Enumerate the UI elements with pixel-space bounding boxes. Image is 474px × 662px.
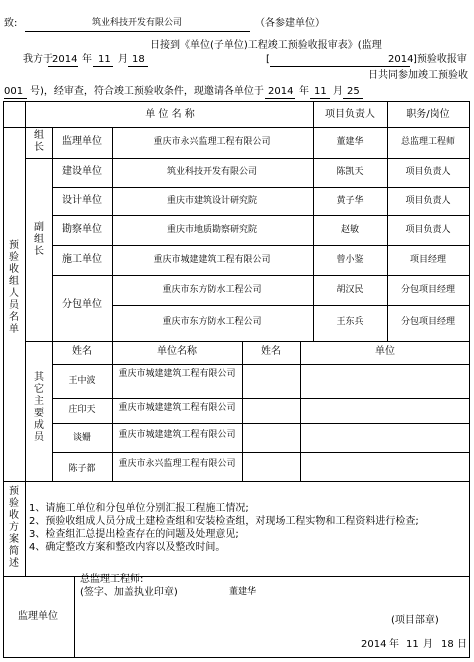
date-month: 11 (406, 639, 419, 650)
other-members-label: 其它主要成员 (34, 372, 44, 443)
person-name: 胡汉民 (336, 285, 364, 295)
person-name: 曾小鉴 (336, 255, 364, 265)
person-post: 项目负责人 (405, 196, 451, 206)
col-header-post: 职务/岗位 (406, 109, 450, 120)
unit-type: 监理单位 (62, 136, 102, 147)
date-year-label: 年 (389, 639, 399, 650)
other-unit: 重庆市城建建筑工程有限公司 (118, 403, 236, 413)
person-name: 董建华 (336, 137, 364, 147)
sign-label: (签字、加盖执业印章) (80, 587, 178, 598)
other-unit: 重庆市永兴监理工程有限公司 (118, 459, 236, 469)
insp-year: 2014 (268, 86, 294, 97)
supervisor-label: 监理单位 (18, 611, 58, 622)
unit-type: 施工单位 (62, 254, 102, 265)
plan-item: 3、检查组汇总提出检查存在的问题及处理意见; (29, 529, 239, 540)
section-label: 预验收组人员名单 (9, 240, 19, 335)
unit-name: 重庆市东方防水工程公司 (162, 317, 262, 327)
person-post: 总监理工程师 (400, 137, 456, 147)
recv-year-label: 年 (82, 54, 92, 65)
recv-year-line (48, 66, 78, 67)
unit-name: 重庆市建筑设计研究院 (166, 196, 258, 206)
recv-year: 2014 (52, 54, 78, 65)
chief-label: 总监理工程师: (80, 574, 144, 585)
col-header-leader: 项目负责人 (325, 109, 375, 120)
form-suffix: ]预验收报审 (413, 54, 467, 65)
person-post: 分包项目经理 (400, 317, 456, 327)
person-name: 陈凯天 (336, 167, 364, 177)
unit-name: 重庆市地质勘察研究院 (166, 225, 258, 235)
plan-item: 1、请施工单位和分包单位分别汇报工程施工情况; (29, 503, 249, 514)
inspection-right: 日共同参加竣工预验收 (368, 70, 468, 81)
person-name: 赵敏 (340, 225, 360, 235)
company-underline (25, 31, 250, 32)
recv-day: 18 (132, 54, 145, 65)
person-name: 王东兵 (336, 317, 364, 327)
date-year: 2014 (361, 639, 387, 650)
other-name: 谈姗 (72, 433, 92, 443)
insp-year-label: 年 (299, 86, 309, 97)
deputy-group-label: 副组长 (34, 222, 44, 257)
other-name: 陈子都 (68, 464, 96, 474)
plan-label: 预验收方案简述 (9, 486, 19, 569)
col-header-unit: 单 位 名 称 (145, 109, 195, 120)
other-header-unit2: 单位 (375, 346, 395, 357)
recv-month: 11 (98, 54, 111, 65)
form-number-line (270, 66, 410, 67)
insp-month-label: 月 (333, 86, 343, 97)
insp-year-line (265, 98, 295, 99)
seal-label: (项目部章) (391, 615, 439, 626)
other-header-name2: 姓名 (261, 346, 281, 357)
leader-group-label: 组长 (34, 130, 44, 153)
addressee-company: 筑业科技开发有限公司 (91, 18, 183, 28)
person-post: 项目经理 (409, 255, 447, 265)
other-unit: 重庆市城建建筑工程有限公司 (118, 369, 236, 379)
date-day: 18 (441, 639, 454, 650)
unit-type: 勘察单位 (62, 224, 102, 235)
unit-type: 建设单位 (62, 166, 102, 177)
other-header-name: 姓名 (72, 346, 92, 357)
insp-day: 25 (347, 86, 360, 97)
insp-month-line (310, 98, 330, 99)
date-day-label: 日 (457, 639, 467, 650)
chief-name: 董建华 (229, 587, 257, 597)
other-name: 王中波 (68, 376, 96, 386)
insp-month: 11 (314, 86, 327, 97)
unit-name: 重庆市永兴监理工程有限公司 (153, 137, 271, 147)
unit-type-subcontract: 分包单位 (62, 299, 102, 310)
intro-line2: 日接到《单位(子单位)工程竣工预验收报审表》(监理 (150, 40, 382, 51)
to-label: 致: (4, 18, 18, 29)
unit-type: 设计单位 (62, 195, 102, 206)
other-header-unit: 单位名称 (157, 346, 197, 357)
insp-day-line (343, 98, 363, 99)
other-unit: 重庆市城建建筑工程有限公司 (118, 430, 236, 440)
recv-month-line (93, 66, 113, 67)
unit-name: 重庆市东方防水工程公司 (162, 285, 262, 295)
form-year: 2014 (388, 54, 414, 65)
date-month-label: 月 (423, 639, 433, 650)
person-name: 黄子华 (336, 196, 364, 206)
form-bracket-open: [ (266, 54, 270, 65)
form-number-start: 001 (4, 86, 24, 97)
other-name: 庄印天 (68, 405, 96, 415)
plan-item: 2、预验收组成人员分成土建检查组和安装检查组，对现场工程实物和工程资料进行检查; (29, 516, 419, 527)
unit-name: 筑业科技开发有限公司 (166, 167, 258, 177)
person-post: 项目负责人 (405, 167, 451, 177)
person-post: 项目负责人 (405, 225, 451, 235)
recv-day-line (128, 66, 148, 67)
unit-name: 重庆市城建建筑工程有限公司 (153, 255, 271, 265)
form-number-start-line (4, 98, 27, 99)
intro-prefix: 我方于 (23, 54, 53, 65)
recv-month-label: 月 (118, 54, 128, 65)
person-post: 分包项目经理 (400, 285, 456, 295)
plan-item: 4、确定整改方案和整改内容以及整改时间。 (29, 542, 226, 553)
intro-line4: 号)，经审查，符合竣工预验收条件，现邀请各单位于 (30, 86, 264, 97)
addressee-parties: （各参建单位） (255, 18, 325, 29)
